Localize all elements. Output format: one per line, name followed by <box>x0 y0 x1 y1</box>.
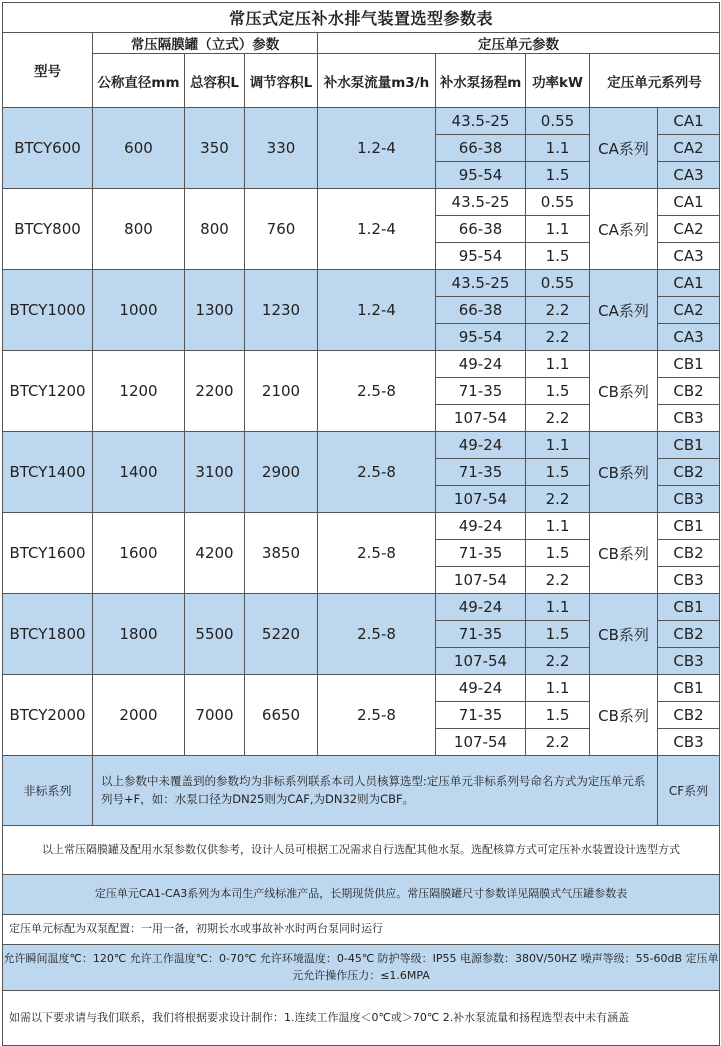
model-cell: BTCY800 <box>3 189 93 270</box>
power-cell: 2.2 <box>526 405 590 432</box>
series-code-cell: CB1 <box>658 432 720 459</box>
pump-head-cell: 71-35 <box>436 540 526 567</box>
power-cell: 2.2 <box>526 729 590 756</box>
table-title: 常压式定压补水排气装置选型参数表 <box>3 3 720 33</box>
series-code-cell: CB2 <box>658 378 720 405</box>
power-cell: 1.1 <box>526 216 590 243</box>
power-cell: 0.55 <box>526 108 590 135</box>
pump-flow-cell: 2.5-8 <box>318 594 436 675</box>
power-cell: 1.1 <box>526 594 590 621</box>
pump-head-cell: 107-54 <box>436 648 526 675</box>
diameter-cell: 1800 <box>93 594 185 675</box>
table-row <box>3 108 720 135</box>
series-code-cell: CB2 <box>658 540 720 567</box>
power-cell: 1.1 <box>526 432 590 459</box>
total-volume-cell: 4200 <box>185 513 245 594</box>
power-cell: 2.2 <box>526 486 590 513</box>
note-stock: 定压单元CA1-CA3系列为本司生产线标准产品，长期现货供应。常压隔膜罐尺寸参数详见隔膜式气压罐参数表 <box>3 875 720 915</box>
power-cell: 2.2 <box>526 567 590 594</box>
power-cell: 2.2 <box>526 297 590 324</box>
series-code-cell: CB1 <box>658 513 720 540</box>
series-code-cell: CB2 <box>658 621 720 648</box>
power-cell: 1.5 <box>526 243 590 270</box>
total-volume-cell: 350 <box>185 108 245 189</box>
adjust-volume-cell: 760 <box>245 189 318 270</box>
pump-head-cell: 49-24 <box>436 513 526 540</box>
series-cell: CA系列 <box>590 108 658 189</box>
total-volume-cell: 3100 <box>185 432 245 513</box>
pump-head-cell: 107-54 <box>436 729 526 756</box>
adjust-volume-cell: 1230 <box>245 270 318 351</box>
header-total-volume: 总容积L <box>185 54 245 108</box>
table-row <box>3 432 720 459</box>
power-cell: 0.55 <box>526 270 590 297</box>
total-volume-cell: 800 <box>185 189 245 270</box>
pump-head-cell: 71-35 <box>436 702 526 729</box>
pump-head-cell: 49-24 <box>436 351 526 378</box>
diameter-cell: 1600 <box>93 513 185 594</box>
data-rows <box>3 108 720 756</box>
nonstandard-text: 以上参数中未覆盖到的参数均为非标系列联系本司人员核算选型:定压单元非标系列号命名方式为定压单元系列号+F，如：水泵口径为DN25则为CAF,为DN32则为CBF。 <box>93 756 658 826</box>
model-cell: BTCY600 <box>3 108 93 189</box>
table-row <box>3 675 720 702</box>
pump-head-cell: 95-54 <box>436 243 526 270</box>
series-code-cell: CB1 <box>658 351 720 378</box>
series-code-cell: CA2 <box>658 216 720 243</box>
pump-flow-cell: 2.5-8 <box>318 675 436 756</box>
pump-head-cell: 66-38 <box>436 297 526 324</box>
pump-head-cell: 66-38 <box>436 135 526 162</box>
pump-flow-cell: 2.5-8 <box>318 513 436 594</box>
note-specs: 允许瞬间温度℃：120℃ 允许工作温度℃：0-70℃ 允许环境温度：0-45℃ 防护等级：IP55 电源参数：380V/50HZ 噪声等级：55-60dB 定压单元允许操作压力：≤1.6MPA <box>3 945 720 991</box>
power-cell: 2.2 <box>526 648 590 675</box>
pump-head-cell: 43.5-25 <box>436 108 526 135</box>
power-cell: 1.5 <box>526 459 590 486</box>
power-cell: 1.1 <box>526 675 590 702</box>
series-code-cell: CA2 <box>658 135 720 162</box>
power-cell: 1.1 <box>526 135 590 162</box>
table-row <box>3 351 720 378</box>
pump-head-cell: 95-54 <box>436 324 526 351</box>
model-cell: BTCY1600 <box>3 513 93 594</box>
diameter-cell: 1400 <box>93 432 185 513</box>
series-code-cell: CB3 <box>658 486 720 513</box>
series-code-cell: CB3 <box>658 648 720 675</box>
diameter-cell: 800 <box>93 189 185 270</box>
series-cell: CA系列 <box>590 189 658 270</box>
diameter-cell: 2000 <box>93 675 185 756</box>
series-cell: CB系列 <box>590 675 658 756</box>
nonstandard-label: 非标系列 <box>3 756 93 826</box>
adjust-volume-cell: 330 <box>245 108 318 189</box>
series-cell: CB系列 <box>590 594 658 675</box>
series-code-cell: CB3 <box>658 729 720 756</box>
selection-table <box>2 2 720 1046</box>
pump-flow-cell: 2.5-8 <box>318 432 436 513</box>
model-cell: BTCY2000 <box>3 675 93 756</box>
header-power: 功率kW <box>526 54 590 108</box>
header-pump-flow: 补水泵流量m3/h <box>318 54 436 108</box>
header-pump-head: 补水泵扬程m <box>436 54 526 108</box>
series-cell: CB系列 <box>590 351 658 432</box>
series-code-cell: CA1 <box>658 270 720 297</box>
note-reference: 以上常压隔膜罐及配用水泵参数仅供参考，设计人员可根据工况需求自行选配其他水泵。选配核算方式可定压补水装置设计选型方式 <box>3 826 720 875</box>
table-row <box>3 513 720 540</box>
series-code-cell: CA1 <box>658 189 720 216</box>
table-row <box>3 594 720 621</box>
note-dual-pump: 定压单元标配为双泵配置：一用一备，初期长水或事故补水时两台泵同时运行 <box>3 915 720 945</box>
adjust-volume-cell: 5220 <box>245 594 318 675</box>
pump-head-cell: 107-54 <box>436 486 526 513</box>
diameter-cell: 600 <box>93 108 185 189</box>
power-cell: 1.5 <box>526 702 590 729</box>
adjust-volume-cell: 2900 <box>245 432 318 513</box>
pump-head-cell: 66-38 <box>436 216 526 243</box>
model-cell: BTCY1400 <box>3 432 93 513</box>
nonstandard-series: CF系列 <box>658 756 720 826</box>
series-code-cell: CB1 <box>658 675 720 702</box>
series-cell: CA系列 <box>590 270 658 351</box>
pump-flow-cell: 2.5-8 <box>318 351 436 432</box>
pump-head-cell: 49-24 <box>436 675 526 702</box>
pump-head-cell: 107-54 <box>436 567 526 594</box>
power-cell: 1.5 <box>526 378 590 405</box>
header-diameter: 公称直径mm <box>93 54 185 108</box>
series-code-cell: CB3 <box>658 405 720 432</box>
total-volume-cell: 1300 <box>185 270 245 351</box>
adjust-volume-cell: 2100 <box>245 351 318 432</box>
header-model: 型号 <box>3 33 93 108</box>
power-cell: 2.2 <box>526 324 590 351</box>
power-cell: 1.5 <box>526 621 590 648</box>
series-code-cell: CB1 <box>658 594 720 621</box>
series-code-cell: CB2 <box>658 459 720 486</box>
series-cell: CB系列 <box>590 432 658 513</box>
pump-head-cell: 71-35 <box>436 378 526 405</box>
power-cell: 1.1 <box>526 513 590 540</box>
power-cell: 1.1 <box>526 351 590 378</box>
series-code-cell: CA1 <box>658 108 720 135</box>
model-cell: BTCY1000 <box>3 270 93 351</box>
table-row <box>3 189 720 216</box>
diameter-cell: 1200 <box>93 351 185 432</box>
pump-head-cell: 107-54 <box>436 405 526 432</box>
diameter-cell: 1000 <box>93 270 185 351</box>
table-row <box>3 270 720 297</box>
total-volume-cell: 2200 <box>185 351 245 432</box>
pump-head-cell: 71-35 <box>436 459 526 486</box>
model-cell: BTCY1200 <box>3 351 93 432</box>
pump-head-cell: 43.5-25 <box>436 189 526 216</box>
series-code-cell: CA2 <box>658 297 720 324</box>
note-contact: 如需以下要求请与我们联系，我们将根据要求设计制作：1.连续工作温度＜0℃或＞70℃ 2.补水泵流量和扬程选型表中未有涵盖 <box>3 991 720 1046</box>
series-code-cell: CB2 <box>658 702 720 729</box>
power-cell: 1.5 <box>526 162 590 189</box>
series-code-cell: CA3 <box>658 324 720 351</box>
series-cell: CB系列 <box>590 513 658 594</box>
adjust-volume-cell: 6650 <box>245 675 318 756</box>
header-adjust-volume: 调节容积L <box>245 54 318 108</box>
total-volume-cell: 7000 <box>185 675 245 756</box>
pump-head-cell: 95-54 <box>436 162 526 189</box>
header-unit-group: 定压单元参数 <box>318 33 720 54</box>
header-series: 定压单元系列号 <box>590 54 720 108</box>
model-cell: BTCY1800 <box>3 594 93 675</box>
series-code-cell: CB3 <box>658 567 720 594</box>
series-code-cell: CA3 <box>658 243 720 270</box>
pump-head-cell: 71-35 <box>436 621 526 648</box>
total-volume-cell: 5500 <box>185 594 245 675</box>
pump-head-cell: 43.5-25 <box>436 270 526 297</box>
power-cell: 0.55 <box>526 189 590 216</box>
header-tank-group: 常压隔膜罐（立式）参数 <box>93 33 318 54</box>
pump-flow-cell: 1.2-4 <box>318 189 436 270</box>
series-code-cell: CA3 <box>658 162 720 189</box>
power-cell: 1.5 <box>526 540 590 567</box>
pump-head-cell: 49-24 <box>436 594 526 621</box>
pump-flow-cell: 1.2-4 <box>318 108 436 189</box>
pump-head-cell: 49-24 <box>436 432 526 459</box>
pump-flow-cell: 1.2-4 <box>318 270 436 351</box>
adjust-volume-cell: 3850 <box>245 513 318 594</box>
